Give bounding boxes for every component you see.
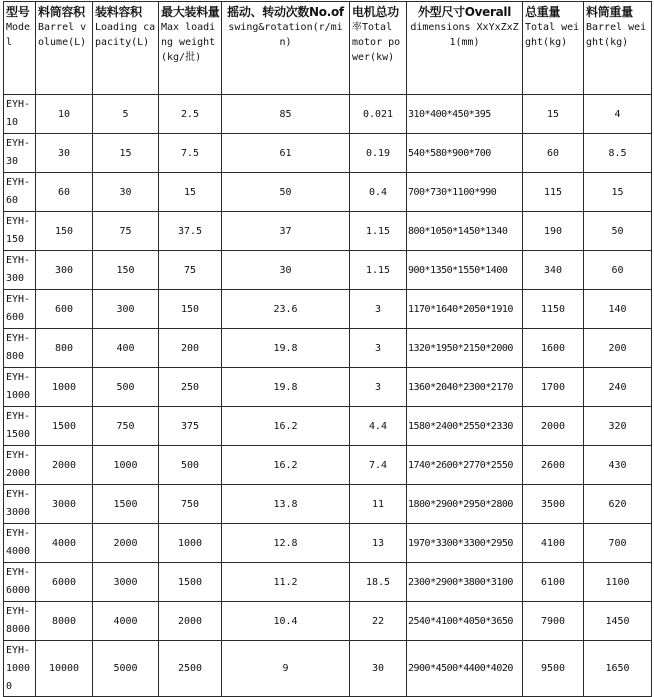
table-row bbox=[4, 446, 652, 485]
table-row bbox=[4, 368, 652, 407]
cell-max-loading-weight: 2000 bbox=[159, 602, 222, 641]
cell-max-loading-weight: 7.5 bbox=[159, 134, 222, 173]
cell-total-weight: 190 bbox=[523, 212, 584, 251]
cell-loading-capacity: 15 bbox=[93, 134, 159, 173]
cell-total-weight: 9500 bbox=[523, 641, 584, 697]
table-row bbox=[4, 641, 652, 697]
cell-barrel-weight: 200 bbox=[584, 329, 652, 368]
cell-barrel-weight: 50 bbox=[584, 212, 652, 251]
cell-max-loading-weight: 500 bbox=[159, 446, 222, 485]
cell-total-weight: 60 bbox=[523, 134, 584, 173]
cell-max-loading-weight: 15 bbox=[159, 173, 222, 212]
cell-overall-dimensions: 310*400*450*395 bbox=[407, 95, 523, 134]
cell-loading-capacity: 750 bbox=[93, 407, 159, 446]
header-overall-dimensions-zh: 外型尺寸Overall bbox=[417, 5, 512, 19]
cell-barrel-weight: 15 bbox=[584, 173, 652, 212]
cell-swing-rotation: 13.8 bbox=[222, 485, 350, 524]
cell-total-weight: 115 bbox=[523, 173, 584, 212]
cell-loading-capacity: 1500 bbox=[93, 485, 159, 524]
cell-overall-dimensions: 1970*3300*3300*2950 bbox=[407, 524, 523, 563]
cell-model: EYH-300 bbox=[4, 251, 36, 290]
cell-model: EYH-800 bbox=[4, 329, 36, 368]
cell-model: EYH-1500 bbox=[4, 407, 36, 446]
cell-model: EYH-30 bbox=[4, 134, 36, 173]
cell-overall-dimensions: 1580*2400*2550*2330 bbox=[407, 407, 523, 446]
header-total-weight bbox=[523, 2, 584, 95]
header-max-loading-weight-en: Max loading weight(kg/批) bbox=[161, 22, 216, 63]
cell-barrel-volume: 150 bbox=[36, 212, 93, 251]
cell-model: EYH-2000 bbox=[4, 446, 36, 485]
header-swing-rotation-zh: 摇动、转动次数No.of bbox=[227, 5, 344, 19]
cell-motor-power: 13 bbox=[350, 524, 407, 563]
table-row bbox=[4, 212, 652, 251]
cell-total-weight: 15 bbox=[523, 95, 584, 134]
header-model-zh: 型号 bbox=[6, 5, 30, 19]
header-loading-capacity bbox=[93, 2, 159, 95]
cell-swing-rotation: 19.8 bbox=[222, 368, 350, 407]
cell-total-weight: 340 bbox=[523, 251, 584, 290]
cell-overall-dimensions: 2900*4500*4400*4020 bbox=[407, 641, 523, 697]
cell-barrel-weight: 1450 bbox=[584, 602, 652, 641]
cell-barrel-volume: 600 bbox=[36, 290, 93, 329]
cell-max-loading-weight: 1500 bbox=[159, 563, 222, 602]
header-motor-power-zh: 电机总功 bbox=[352, 5, 399, 19]
cell-barrel-volume: 1000 bbox=[36, 368, 93, 407]
cell-motor-power: 0.021 bbox=[350, 95, 407, 134]
cell-max-loading-weight: 250 bbox=[159, 368, 222, 407]
cell-overall-dimensions: 1360*2040*2300*2170 bbox=[407, 368, 523, 407]
header-swing-rotation bbox=[222, 2, 350, 95]
cell-total-weight: 1600 bbox=[523, 329, 584, 368]
cell-total-weight: 6100 bbox=[523, 563, 584, 602]
header-model bbox=[4, 2, 36, 95]
header-overall-dimensions bbox=[407, 2, 523, 95]
cell-motor-power: 22 bbox=[350, 602, 407, 641]
cell-swing-rotation: 50 bbox=[222, 173, 350, 212]
cell-model: EYH-150 bbox=[4, 212, 36, 251]
table-row bbox=[4, 251, 652, 290]
cell-motor-power: 1.15 bbox=[350, 212, 407, 251]
cell-motor-power: 3 bbox=[350, 290, 407, 329]
cell-barrel-volume: 800 bbox=[36, 329, 93, 368]
table-row bbox=[4, 602, 652, 641]
cell-swing-rotation: 16.2 bbox=[222, 407, 350, 446]
header-total-weight-en: Total weight(kg) bbox=[525, 22, 580, 48]
cell-loading-capacity: 400 bbox=[93, 329, 159, 368]
cell-swing-rotation: 11.2 bbox=[222, 563, 350, 602]
cell-barrel-volume: 30 bbox=[36, 134, 93, 173]
cell-model: EYH-60 bbox=[4, 173, 36, 212]
cell-overall-dimensions: 540*580*900*700 bbox=[407, 134, 523, 173]
cell-model: EYH-4000 bbox=[4, 524, 36, 563]
cell-loading-capacity: 1000 bbox=[93, 446, 159, 485]
cell-swing-rotation: 37 bbox=[222, 212, 350, 251]
cell-barrel-weight: 1100 bbox=[584, 563, 652, 602]
cell-swing-rotation: 23.6 bbox=[222, 290, 350, 329]
cell-barrel-weight: 140 bbox=[584, 290, 652, 329]
cell-barrel-weight: 60 bbox=[584, 251, 652, 290]
header-loading-capacity-en: Loading capacity(L) bbox=[95, 22, 156, 48]
cell-total-weight: 2000 bbox=[523, 407, 584, 446]
cell-model: EYH-1000 bbox=[4, 368, 36, 407]
cell-total-weight: 1150 bbox=[523, 290, 584, 329]
cell-barrel-volume: 60 bbox=[36, 173, 93, 212]
cell-barrel-weight: 8.5 bbox=[584, 134, 652, 173]
cell-motor-power: 1.15 bbox=[350, 251, 407, 290]
cell-swing-rotation: 12.8 bbox=[222, 524, 350, 563]
cell-motor-power: 18.5 bbox=[350, 563, 407, 602]
cell-barrel-volume: 8000 bbox=[36, 602, 93, 641]
header-barrel-volume bbox=[36, 2, 93, 95]
cell-motor-power: 3 bbox=[350, 329, 407, 368]
cell-overall-dimensions: 1170*1640*2050*1910 bbox=[407, 290, 523, 329]
cell-model: EYH-8000 bbox=[4, 602, 36, 641]
table-row bbox=[4, 563, 652, 602]
table-body bbox=[4, 95, 652, 697]
cell-motor-power: 3 bbox=[350, 368, 407, 407]
cell-loading-capacity: 3000 bbox=[93, 563, 159, 602]
cell-loading-capacity: 150 bbox=[93, 251, 159, 290]
header-overall-dimensions-en: dimensions XxYxZxZ1(mm) bbox=[410, 22, 519, 48]
cell-motor-power: 0.19 bbox=[350, 134, 407, 173]
cell-overall-dimensions: 2300*2900*3800*3100 bbox=[407, 563, 523, 602]
cell-swing-rotation: 16.2 bbox=[222, 446, 350, 485]
header-motor-power-en: 率Total motor power(kw) bbox=[352, 22, 401, 63]
cell-barrel-volume: 3000 bbox=[36, 485, 93, 524]
cell-loading-capacity: 30 bbox=[93, 173, 159, 212]
cell-barrel-volume: 1500 bbox=[36, 407, 93, 446]
cell-max-loading-weight: 375 bbox=[159, 407, 222, 446]
cell-barrel-volume: 10 bbox=[36, 95, 93, 134]
cell-loading-capacity: 500 bbox=[93, 368, 159, 407]
cell-model: EYH-3000 bbox=[4, 485, 36, 524]
cell-max-loading-weight: 150 bbox=[159, 290, 222, 329]
table-row bbox=[4, 329, 652, 368]
cell-motor-power: 0.4 bbox=[350, 173, 407, 212]
cell-loading-capacity: 4000 bbox=[93, 602, 159, 641]
cell-model: EYH-10000 bbox=[4, 641, 36, 697]
cell-total-weight: 3500 bbox=[523, 485, 584, 524]
cell-motor-power: 7.4 bbox=[350, 446, 407, 485]
cell-total-weight: 4100 bbox=[523, 524, 584, 563]
cell-barrel-weight: 240 bbox=[584, 368, 652, 407]
specification-table bbox=[3, 1, 652, 697]
header-barrel-weight-en: Barrel weight(kg) bbox=[586, 22, 647, 48]
table-row bbox=[4, 524, 652, 563]
cell-loading-capacity: 75 bbox=[93, 212, 159, 251]
header-barrel-weight bbox=[584, 2, 652, 95]
cell-swing-rotation: 30 bbox=[222, 251, 350, 290]
cell-overall-dimensions: 700*730*1100*990 bbox=[407, 173, 523, 212]
cell-max-loading-weight: 2.5 bbox=[159, 95, 222, 134]
cell-total-weight: 2600 bbox=[523, 446, 584, 485]
table-row bbox=[4, 407, 652, 446]
cell-overall-dimensions: 1800*2900*2950*2800 bbox=[407, 485, 523, 524]
cell-max-loading-weight: 200 bbox=[159, 329, 222, 368]
cell-max-loading-weight: 1000 bbox=[159, 524, 222, 563]
cell-swing-rotation: 85 bbox=[222, 95, 350, 134]
header-model-en: Model bbox=[6, 22, 31, 48]
cell-overall-dimensions: 1740*2600*2770*2550 bbox=[407, 446, 523, 485]
cell-max-loading-weight: 75 bbox=[159, 251, 222, 290]
header-total-weight-zh: 总重量 bbox=[525, 5, 561, 19]
cell-motor-power: 30 bbox=[350, 641, 407, 697]
cell-loading-capacity: 2000 bbox=[93, 524, 159, 563]
cell-total-weight: 7900 bbox=[523, 602, 584, 641]
cell-swing-rotation: 10.4 bbox=[222, 602, 350, 641]
cell-swing-rotation: 9 bbox=[222, 641, 350, 697]
cell-barrel-weight: 320 bbox=[584, 407, 652, 446]
header-max-loading-weight-zh: 最大装料量 bbox=[161, 5, 220, 19]
cell-model: EYH-600 bbox=[4, 290, 36, 329]
cell-swing-rotation: 19.8 bbox=[222, 329, 350, 368]
cell-overall-dimensions: 1320*1950*2150*2000 bbox=[407, 329, 523, 368]
header-barrel-volume-zh: 料筒容积 bbox=[38, 5, 85, 19]
header-max-loading-weight bbox=[159, 2, 222, 95]
cell-overall-dimensions: 800*1050*1450*1340 bbox=[407, 212, 523, 251]
cell-barrel-weight: 4 bbox=[584, 95, 652, 134]
cell-barrel-weight: 620 bbox=[584, 485, 652, 524]
header-loading-capacity-zh: 装料容积 bbox=[95, 5, 142, 19]
table-row bbox=[4, 173, 652, 212]
header-motor-power bbox=[350, 2, 407, 95]
cell-model: EYH-10 bbox=[4, 95, 36, 134]
cell-swing-rotation: 61 bbox=[222, 134, 350, 173]
cell-overall-dimensions: 2540*4100*4050*3650 bbox=[407, 602, 523, 641]
cell-barrel-weight: 700 bbox=[584, 524, 652, 563]
header-row bbox=[4, 2, 652, 95]
cell-barrel-volume: 4000 bbox=[36, 524, 93, 563]
cell-max-loading-weight: 2500 bbox=[159, 641, 222, 697]
cell-barrel-weight: 430 bbox=[584, 446, 652, 485]
table-row bbox=[4, 95, 652, 134]
cell-loading-capacity: 5 bbox=[93, 95, 159, 134]
cell-loading-capacity: 5000 bbox=[93, 641, 159, 697]
cell-loading-capacity: 300 bbox=[93, 290, 159, 329]
cell-total-weight: 1700 bbox=[523, 368, 584, 407]
cell-max-loading-weight: 750 bbox=[159, 485, 222, 524]
cell-model: EYH-6000 bbox=[4, 563, 36, 602]
header-barrel-weight-zh: 料筒重量 bbox=[586, 5, 633, 19]
table-row bbox=[4, 290, 652, 329]
cell-barrel-weight: 1650 bbox=[584, 641, 652, 697]
cell-barrel-volume: 300 bbox=[36, 251, 93, 290]
header-barrel-volume-en: Barrel volume(L) bbox=[38, 22, 87, 48]
table-row bbox=[4, 485, 652, 524]
cell-overall-dimensions: 900*1350*1550*1400 bbox=[407, 251, 523, 290]
cell-motor-power: 11 bbox=[350, 485, 407, 524]
cell-motor-power: 4.4 bbox=[350, 407, 407, 446]
cell-barrel-volume: 6000 bbox=[36, 563, 93, 602]
header-swing-rotation-en: swing&rotation(r/min) bbox=[228, 22, 343, 48]
table-row bbox=[4, 134, 652, 173]
cell-barrel-volume: 2000 bbox=[36, 446, 93, 485]
cell-barrel-volume: 10000 bbox=[36, 641, 93, 697]
cell-max-loading-weight: 37.5 bbox=[159, 212, 222, 251]
